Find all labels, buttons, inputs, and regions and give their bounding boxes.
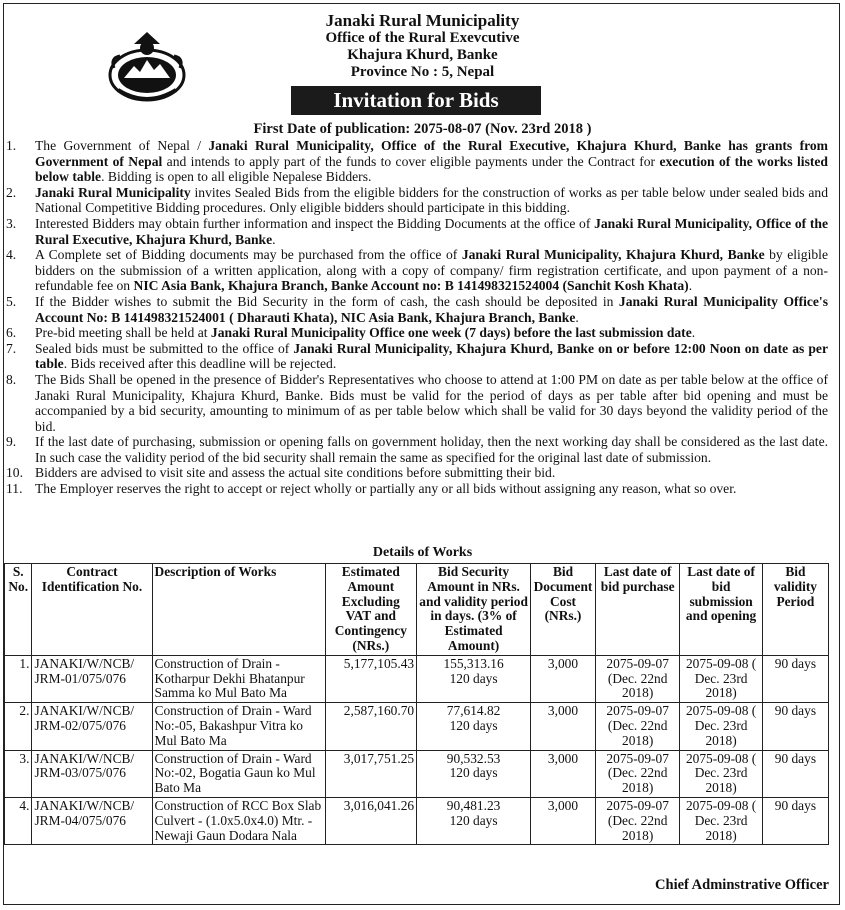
cell-amount — [325, 703, 417, 750]
clause-item — [6, 138, 828, 185]
cell-description-text: Construction of RCC Box Slab Culvert - — [154, 797, 322, 828]
cell-purchase-date — [595, 655, 679, 702]
notice-title-banner: Invitation for Bids — [291, 86, 541, 115]
cell-purchase-date-text: 2075-09-07 (Dec. 22nd 2018) — [606, 797, 669, 843]
clause-item — [6, 372, 828, 434]
cell-bid-security — [417, 655, 531, 702]
clause-number: 6. — [6, 325, 17, 341]
cell-validity-text: 90 days — [774, 750, 817, 766]
cell-submission-date-text: 2075-09-08 ( Dec. 23rd 2018) — [685, 703, 757, 748]
cell-submission-date — [680, 797, 762, 844]
clause-number: 10. — [6, 465, 23, 481]
cell-description-text: Kotharpur Dekhi Bhatanpur Samma ko Mul Bato Ma — [154, 670, 305, 701]
clause-number: 3. — [6, 215, 17, 231]
cell-description — [152, 750, 325, 797]
cell-submission-date-text: 2075-09-08 ( Dec. 23rd 2018) — [685, 797, 757, 843]
clause-number: 8. — [6, 371, 17, 387]
clause-text: . — [691, 325, 696, 341]
cell-sno — [5, 655, 32, 702]
cell-submission-date-text: 2075-09-08 ( Dec. 23rd 2018) — [685, 655, 757, 701]
cell-doc-cost — [531, 797, 596, 844]
clause-item — [6, 341, 828, 372]
cell-amount — [325, 750, 417, 797]
cell-doc-cost-text: 3,000 — [547, 750, 579, 766]
cell-bid-security-text: 120 days — [449, 717, 498, 733]
col-description: Description of Works — [152, 564, 325, 656]
table-row — [5, 655, 829, 702]
cell-contract-id — [32, 703, 152, 750]
clause-bold-text: Janaki Rural Municipality, Khajura Khurd, Banke on or before 12:00 Noon on date as per table — [35, 340, 828, 372]
cell-bid-security — [417, 703, 531, 750]
cell-submission-date-text: 2075-09-08 ( Dec. 23rd 2018) — [685, 750, 757, 796]
clause-text: Pre-bid meeting shall be held at — [35, 325, 211, 341]
clause-bold-text: NIC Asia Bank, Khajura Branch, Banke Account no: B 141498321524004 (Sanchit Kosh Khata) — [133, 278, 689, 294]
cell-bid-security-text: 77,614.82 — [446, 703, 501, 719]
clause-item — [6, 185, 828, 216]
cell-description-text: Ward No:-05, Bakashpur Vitra ko Mul Bato Ma — [154, 703, 312, 748]
clause-number: 9. — [6, 434, 17, 450]
cell-doc-cost-text: 3,000 — [547, 797, 579, 813]
col-estimated-amount: Estimated Amount Excluding VAT and Contingency (NRs.) — [325, 564, 417, 656]
cell-doc-cost — [531, 750, 596, 797]
cell-doc-cost — [531, 703, 596, 750]
cell-contract-id-text: JANAKI/W/NCB/ JRM-02/075/076 — [34, 703, 135, 733]
clause-bold-text: Janaki Rural Municipality Office's Account No: B 141498321524001 ( Dharauti Khata), NIC Asia Bank, Khajura Branch, Banke — [35, 293, 829, 325]
clause-number: 2. — [6, 184, 17, 200]
cell-amount-text: 3,017,751.25 — [343, 750, 415, 766]
cell-bid-security — [417, 797, 531, 844]
cell-description-text: (1.0x5.0x4.0) Mtr. - Newaji Gaun Dodara Nala — [154, 812, 313, 843]
cell-sno — [5, 797, 32, 844]
clause-item — [6, 247, 828, 294]
cell-amount — [325, 655, 417, 702]
clause-text: . Bidding is open to all eligible Nepalese Bidders. — [101, 169, 372, 185]
clause-bold-text: Janaki Rural Municipality — [35, 184, 191, 200]
cell-contract-id-text: JANAKI/W/NCB/ JRM-03/075/076 — [34, 750, 135, 781]
cell-description — [152, 703, 325, 750]
clause-text: . — [272, 231, 276, 247]
clause-item — [6, 465, 828, 481]
clause-text: Interested Bidders may obtain further information and inspect the Bidding Documents at the office of — [35, 215, 595, 231]
clause-number: 5. — [6, 293, 17, 309]
cell-amount — [325, 797, 417, 844]
clause-bold-text: execution of the works listed below table — [35, 153, 828, 185]
cell-sno-text: 2. — [19, 703, 30, 719]
cell-bid-security-text: 155,313.16 — [443, 655, 504, 671]
col-sno: S. No. — [5, 564, 32, 656]
clause-text: If the Bidder wishes to submit the Bid Security in the form of cash, the cash should be deposited in — [35, 293, 619, 309]
clause-text: invites Sealed Bids from the eligible bidders for the construction of works as per table below under sealed bids and National Competitive Bidding procedures. Only eligible bidders should participate in this bidding. — [35, 184, 828, 216]
clause-item — [6, 434, 828, 465]
cell-contract-id — [32, 655, 152, 702]
col-last-submission: Last date of bid submission and opening — [680, 564, 762, 656]
works-table — [4, 563, 829, 845]
office-name: Office of the Rural Exevcutive — [325, 30, 520, 46]
cell-bid-security-text: 120 days — [449, 812, 498, 828]
clause-text: and intends to apply part of the funds to cover eligible payments under the Contract for — [162, 153, 660, 169]
cell-sno — [5, 703, 32, 750]
cell-validity-text: 90 days — [774, 703, 817, 719]
cell-description-text: Ward No:-02, Bogatia Gaun ko Mul Bato Ma — [154, 750, 316, 796]
clause-number: 4. — [6, 247, 17, 263]
clause-text: If the last date of purchasing, submission or opening falls on government holiday, then the next working day shall be considered as the last date. In such case the validity period of the bid security shall remain the same as specified for the original last date of submission. — [35, 434, 828, 465]
table-row — [5, 797, 829, 844]
clause-text: Bidders are advised to visit site and assess the actual site conditions before submitting their bid. — [35, 465, 556, 481]
clause-text: A Complete set of Bidding documents may be purchased from the office of — [35, 247, 462, 263]
cell-validity-text: 90 days — [774, 797, 817, 813]
cell-doc-cost — [531, 655, 596, 702]
office-location: Khajura Khurd, Banke — [347, 47, 498, 63]
cell-purchase-date-text: 2075-09-07 (Dec. 22nd 2018) — [606, 655, 669, 701]
cell-validity-text: 90 days — [774, 655, 817, 671]
cell-description — [152, 797, 325, 844]
clause-text: The Bids Shall be opened in the presence of Bidder's Representatives who choose to attend at 1:00 PM on date as per table below at the office of Janaki Rural Municipality, Khajura Khurd, Banke. Bids must be valid for the period of days as per table after bid opening and must be accompanied by a bid security, amounting to minimum of as per table below which shall be valid for 30 days beyond the validity period of the bid. — [35, 371, 828, 434]
cell-validity — [762, 750, 828, 797]
cell-purchase-date-text: 2075-09-07 (Dec. 22nd 2018) — [606, 750, 669, 796]
cell-bid-security-text: 120 days — [449, 765, 498, 781]
cell-description-text: Construction of Drain - — [154, 703, 280, 719]
clause-item — [6, 294, 828, 325]
cell-description — [152, 655, 325, 702]
col-validity: Bid validity Period — [762, 564, 828, 656]
clause-bold-text: Janaki Rural Municipality, Office of the Rural Executive, Khajura Khurd, Banke — [35, 215, 828, 247]
col-bid-security: Bid Security Amount in NRs. and validity period in days. (3% of Estimated Amount) — [417, 564, 531, 656]
cell-bid-security-text: 120 days — [449, 670, 498, 686]
org-name: Janaki Rural Municipality — [325, 11, 520, 30]
clause-text: . — [575, 309, 579, 325]
publication-date: First Date of publication: 2075-08-07 (Nov. 23rd 2018 ) — [253, 121, 592, 137]
col-last-purchase: Last date of bid purchase — [595, 564, 679, 656]
cell-contract-id-text: JANAKI/W/NCB/ JRM-01/075/076 — [34, 655, 135, 686]
cell-bid-security-text: 90,481.23 — [446, 797, 501, 813]
cell-validity — [762, 703, 828, 750]
clause-text: The Government of Nepal / — [35, 138, 209, 153]
cell-sno-text: 3. — [19, 750, 30, 766]
cell-amount-text: 3,016,041.26 — [343, 797, 415, 813]
cell-description-text: Construction of Drain - — [154, 655, 280, 671]
cell-purchase-date — [595, 797, 679, 844]
cell-purchase-date — [595, 750, 679, 797]
clause-text: Sealed bids must be submitted to the office of — [35, 340, 294, 356]
cell-sno-text: 1. — [19, 655, 30, 671]
cell-sno — [5, 750, 32, 797]
cell-submission-date — [680, 703, 762, 750]
cell-purchase-date — [595, 703, 679, 750]
signature-title: Chief Adminstrative Officer — [655, 877, 829, 893]
cell-validity — [762, 797, 828, 844]
cell-contract-id — [32, 750, 152, 797]
clause-number: 1. — [6, 138, 17, 153]
cell-submission-date — [680, 750, 762, 797]
col-document-cost: Bid Document Cost (NRs.) — [531, 564, 596, 656]
clause-item — [6, 216, 828, 247]
col-contract-id: Contract Identification No. — [32, 564, 152, 656]
cell-amount-text: 5,177,105.43 — [343, 655, 415, 671]
cell-description-text: Construction of Drain - — [154, 750, 280, 766]
table-row — [5, 750, 829, 797]
table-row — [5, 703, 829, 750]
cell-contract-id-text: JANAKI/W/NCB/ JRM-04/075/076 — [34, 797, 135, 828]
cell-contract-id — [32, 797, 152, 844]
cell-doc-cost-text: 3,000 — [547, 703, 579, 719]
cell-amount-text: 2,587,160.70 — [343, 703, 415, 719]
table-header-row — [5, 564, 829, 656]
cell-purchase-date-text: 2075-09-07 (Dec. 22nd 2018) — [606, 703, 669, 748]
cell-submission-date — [680, 655, 762, 702]
table-title: Details of Works — [372, 545, 473, 560]
cell-sno-text: 4. — [19, 797, 30, 813]
clause-item — [6, 481, 828, 497]
clause-text: . — [688, 278, 693, 294]
clause-number: 11. — [6, 481, 23, 497]
province: Province No : 5, Nepal — [350, 64, 495, 80]
cell-bid-security-text: 90,532.53 — [446, 750, 501, 766]
clause-bold-text: Janaki Rural Municipality, Office of the Rural Executive, Khajura Khurd, Banke has grants from Government of Nepal — [35, 138, 828, 169]
clause-bold-text: Janaki Rural Municipality, Khajura Khurd, Banke — [461, 247, 765, 263]
clause-text: The Employer reserves the right to accept or reject wholly or partially any or all bids without assigning any reason, what so over. — [35, 481, 737, 497]
clause-number: 7. — [6, 340, 17, 356]
clause-bold-text: Janaki Rural Municipality Office one week (7 days) before the last submission date — [210, 325, 692, 341]
clause-item — [6, 325, 828, 341]
clause-text: by eligible bidders on the submission of a written application, along with a copy of company/ firm registration certificate, and upon payment of a non- refundable fee on — [35, 247, 828, 294]
cell-bid-security — [417, 750, 531, 797]
clause-text: . Bids received after this deadline will be rejected. — [63, 356, 337, 372]
cell-validity — [762, 655, 828, 702]
notice-clauses — [6, 138, 828, 497]
cell-doc-cost-text: 3,000 — [547, 655, 579, 671]
